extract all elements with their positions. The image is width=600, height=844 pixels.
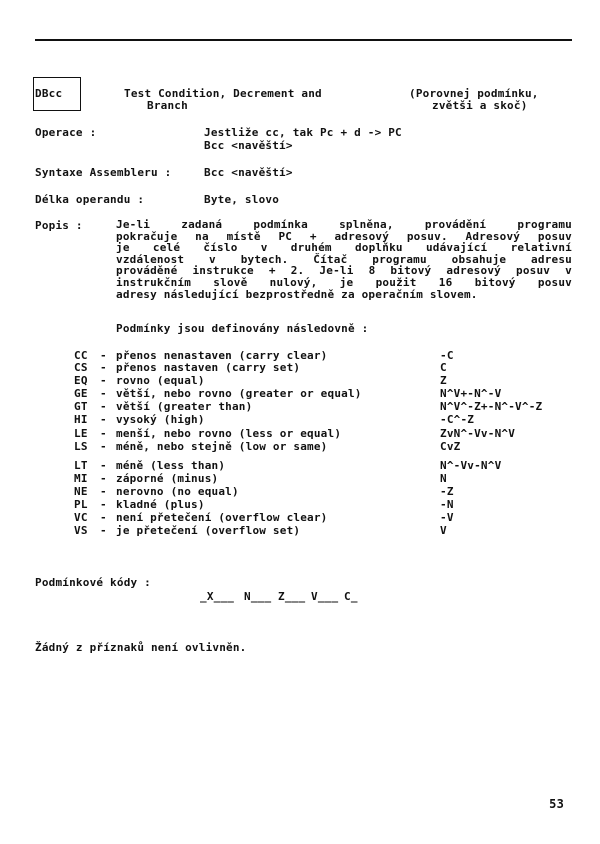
condition-formula: -C <box>440 349 454 362</box>
condition-description: méně (less than) <box>116 459 226 472</box>
condition-description: vysoký (high) <box>116 413 205 426</box>
condition-row <box>74 349 574 361</box>
condition-dash: - <box>100 400 107 413</box>
instruction-mnemonic: DBcc <box>35 87 63 100</box>
description-line: prováděné instrukce + 2. Je-li 8 bitový adresový posuv v <box>116 264 572 278</box>
conditions-intro: Podmínky jsou definovány následovně : <box>116 322 369 335</box>
instruction-title-line2: Branch <box>147 99 188 112</box>
condition-dash: - <box>100 427 107 440</box>
description-line: vzdálenost v bytech. Čítač programu obsahuje adresu <box>116 252 572 266</box>
condition-dash: - <box>100 387 107 400</box>
condition-codes-label: Podmínkové kódy : <box>35 576 151 589</box>
condition-description: není přetečení (overflow clear) <box>116 511 328 524</box>
condition-code: LS <box>74 440 88 453</box>
condition-formula: N <box>440 472 447 485</box>
description-line: je celé číslo v druhém doplňku udávající relativní <box>116 241 572 255</box>
instruction-title-line1: Test Condition, Decrement and <box>124 87 322 100</box>
condition-dash: - <box>100 349 107 362</box>
condition-code: GT <box>74 400 88 413</box>
syntaxe-value: Bcc <navěští> <box>204 166 293 179</box>
condition-row <box>74 440 574 452</box>
czech-title-line1: (Porovnej podmínku, <box>409 87 539 100</box>
condition-row <box>74 511 574 523</box>
condition-code: PL <box>74 498 88 511</box>
condition-formula: N^V^-Z+-N^-V^-Z <box>440 400 543 413</box>
flag-n: N___ <box>244 590 272 603</box>
condition-description: menší, nebo rovno (less or equal) <box>116 427 342 440</box>
condition-code: EQ <box>74 374 88 387</box>
condition-code: CS <box>74 361 88 374</box>
condition-row <box>74 413 574 425</box>
flag-x: _X___ <box>200 590 235 603</box>
condition-formula: CvZ <box>440 440 461 453</box>
condition-row <box>74 374 574 386</box>
operace-label: Operace : <box>35 126 97 139</box>
operace-line2: Bcc <navěští> <box>204 139 293 152</box>
top-rule <box>35 39 572 41</box>
condition-formula: -Z <box>440 485 454 498</box>
description-line: adresy následující bezprostředně za operačním slovem. <box>116 287 478 301</box>
condition-dash: - <box>100 374 107 387</box>
condition-formula: N^-Vv-N^V <box>440 459 502 472</box>
condition-formula: -V <box>440 511 454 524</box>
condition-description: méně, nebo stejně (low or same) <box>116 440 328 453</box>
czech-title-line2: zvětši a skoč) <box>432 99 528 112</box>
condition-row <box>74 472 574 484</box>
condition-code: HI <box>74 413 88 426</box>
popis-label: Popis : <box>35 219 83 232</box>
condition-row <box>74 459 574 471</box>
flag-z: Z___ <box>278 590 306 603</box>
condition-dash: - <box>100 511 107 524</box>
condition-description: je přetečení (overflow set) <box>116 524 301 537</box>
condition-row <box>74 427 574 439</box>
condition-dash: - <box>100 413 107 426</box>
description-line: Je-li zadaná podmínka splněna, provádění programu <box>116 218 572 231</box>
condition-formula: Z <box>440 374 447 387</box>
condition-row <box>74 387 574 399</box>
condition-formula: -C^-Z <box>440 413 475 426</box>
operace-line1: Jestliže cc, tak Pc + d -> PC <box>204 126 402 139</box>
condition-dash: - <box>100 440 107 453</box>
flag-v: V___ <box>311 590 339 603</box>
description-line: instrukčním slově nulový, je použit 16 bitový posuv <box>116 275 572 289</box>
condition-code: LT <box>74 459 88 472</box>
condition-formula: V <box>440 524 447 537</box>
condition-row <box>74 485 574 497</box>
condition-formula: N^V+-N^-V <box>440 387 502 400</box>
condition-code: GE <box>74 387 88 400</box>
condition-code: NE <box>74 485 88 498</box>
condition-row <box>74 524 574 536</box>
condition-description: přenos nenastaven (carry clear) <box>116 349 328 362</box>
condition-formula: -N <box>440 498 454 511</box>
delka-label: Délka operandu : <box>35 193 145 206</box>
condition-dash: - <box>100 472 107 485</box>
condition-code: CC <box>74 349 88 362</box>
condition-dash: - <box>100 485 107 498</box>
condition-dash: - <box>100 459 107 472</box>
condition-description: větší (greater than) <box>116 400 253 413</box>
condition-code: MI <box>74 472 88 485</box>
flag-c: C_ <box>344 590 358 603</box>
condition-row <box>74 361 574 373</box>
condition-description: větší, nebo rovno (greater or equal) <box>116 387 362 400</box>
page-number: 53 <box>549 797 564 811</box>
condition-row <box>74 498 574 510</box>
condition-description: kladné (plus) <box>116 498 205 511</box>
condition-code: LE <box>74 427 88 440</box>
condition-description: přenos nastaven (carry set) <box>116 361 301 374</box>
condition-code: VS <box>74 524 88 537</box>
condition-formula: C <box>440 361 447 374</box>
condition-dash: - <box>100 361 107 374</box>
syntaxe-label: Syntaxe Assembleru : <box>35 166 172 179</box>
condition-description: rovno (equal) <box>116 374 205 387</box>
condition-description: nerovno (no equal) <box>116 485 239 498</box>
description-line: pokračuje na místě PC + adresový posuv. Adresový posuv <box>116 229 572 243</box>
condition-code: VC <box>74 511 88 524</box>
footer-note: Žádný z příznaků není ovlivněn. <box>35 641 247 654</box>
condition-dash: - <box>100 524 107 537</box>
condition-formula: ZvN^-Vv-N^V <box>440 427 516 440</box>
condition-row <box>74 400 574 412</box>
delka-value: Byte, slovo <box>204 193 280 206</box>
description-paragraph <box>116 219 572 300</box>
condition-description: záporné (minus) <box>116 472 219 485</box>
condition-dash: - <box>100 498 107 511</box>
